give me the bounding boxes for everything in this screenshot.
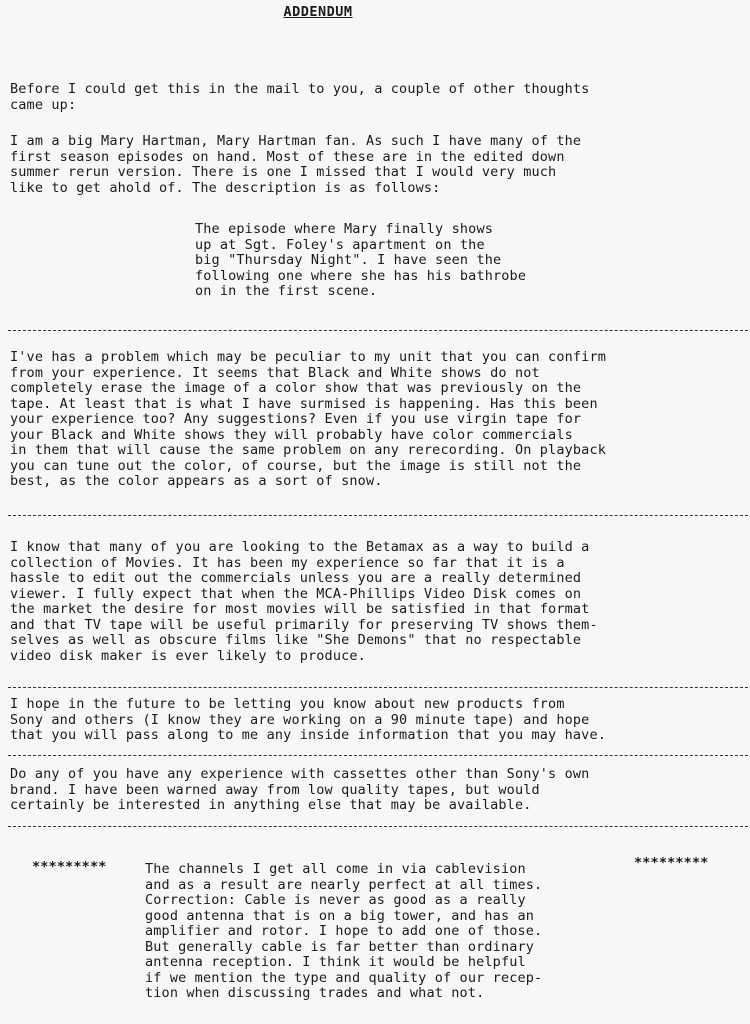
text-line: from your experience. It seems that Black and White shows do not <box>10 364 540 381</box>
episode-description <box>195 222 615 300</box>
text-line: certainly be interested in anything else that may be available. <box>10 797 532 813</box>
text-line: antenna reception. I think it would be helpful <box>145 954 526 970</box>
asterisk-ornament-right: ********* <box>634 855 709 871</box>
text-line: you can tune out the color, of course, but the image is still not the <box>10 457 582 474</box>
text-line: and as a result are nearly perfect at all times. <box>145 876 543 893</box>
text-line: your experience too? Any suggestions? Even if you use virgin tape for <box>10 411 582 427</box>
text-line: completely erase the image of a color show that was previously on the <box>10 380 582 396</box>
page-title: ADDENDUM <box>283 4 353 20</box>
text-line: Sony and others (I know they are working on a 90 minute tape) and hope <box>10 711 590 728</box>
text-line: that you will pass along to me any inside information that you may have. <box>10 727 606 743</box>
text-line: viewer. I fully expect that when the MCA-Phillips Video Disk comes on <box>10 585 582 602</box>
text-line: selves as well as obscure films like "She Demons" that no respectable <box>10 632 582 648</box>
mary-hartman-paragraph <box>10 134 745 196</box>
text-line: Do any of you have any experience with cassettes other than Sony's own <box>10 766 590 782</box>
section-divider <box>8 826 748 827</box>
text-line: and that TV tape will be useful primarily for preserving TV shows them- <box>10 616 598 633</box>
text-line: summer rerun version. There is one I missed that I would very much <box>10 164 557 180</box>
text-line: in them that will cause the same problem on any rerecording. On playback <box>10 442 606 458</box>
text-line: best, as the color appears as a sort of snow. <box>10 473 383 489</box>
section-divider <box>8 330 748 331</box>
betamax-paragraph <box>10 540 745 664</box>
text-line: tape. At least that is what I have surmised is happening. Has this been <box>10 395 598 412</box>
text-line: the market the desire for most movies will be satisfied in that format <box>10 601 590 617</box>
section-divider <box>8 515 748 516</box>
cablevision-paragraph <box>145 862 645 1002</box>
text-line: I know that many of you are looking to the Betamax as a way to build a <box>10 539 590 555</box>
text-line: I hope in the future to be letting you know about new products from <box>10 696 565 712</box>
text-line: good antenna that is on a big tower, and has an <box>145 907 535 924</box>
text-line: your Black and White shows they will probably have color commercials <box>10 426 573 443</box>
text-line: video disk maker is ever likely to produce. <box>10 647 366 664</box>
text-line: came up: <box>10 96 77 113</box>
intro-paragraph <box>10 82 745 113</box>
text-line: up at Sgt. Foley's apartment on the <box>195 236 485 253</box>
text-line: I am a big Mary Hartman, Mary Hartman fan. As such I have many of the <box>10 133 582 149</box>
text-line: on in the first scene. <box>195 283 378 299</box>
section-divider <box>8 687 748 688</box>
text-line: if we mention the type and quality of our recep- <box>145 969 543 986</box>
text-line: amplifier and rotor. I hope to add one of those. <box>145 923 543 939</box>
cassettes-paragraph <box>10 767 745 814</box>
text-line: big "Thursday Night". I have seen the <box>195 252 502 268</box>
text-line: first season episodes on hand. Most of these are in the edited down <box>10 148 565 165</box>
text-line: following one where she has his bathrobe <box>195 267 527 284</box>
section-divider <box>8 755 748 756</box>
text-line: I've has a problem which may be peculiar to my unit that you can confirm <box>10 349 606 365</box>
text-line: hassle to edit out the commercials unless you are a really determined <box>10 570 582 586</box>
text-line: collection of Movies. It has been my experience so far that it is a <box>10 554 565 571</box>
text-line: brand. I have been warned away from low quality tapes, but would <box>10 781 540 798</box>
black-white-paragraph <box>10 350 745 490</box>
text-line: The episode where Mary finally shows <box>195 221 493 237</box>
asterisk-ornament-left: ********* <box>32 859 107 875</box>
text-line: But generally cable is far better than ordinary <box>145 938 535 955</box>
text-line: Correction: Cable is never as good as a really <box>145 892 526 908</box>
text-line: The channels I get all come in via cablevision <box>145 861 526 877</box>
text-line: like to get ahold of. The description is as follows: <box>10 179 441 196</box>
text-line: Before I could get this in the mail to you, a couple of other thoughts <box>10 81 590 97</box>
text-line: tion when discussing trades and what not. <box>145 985 485 1001</box>
products-paragraph <box>10 697 745 744</box>
